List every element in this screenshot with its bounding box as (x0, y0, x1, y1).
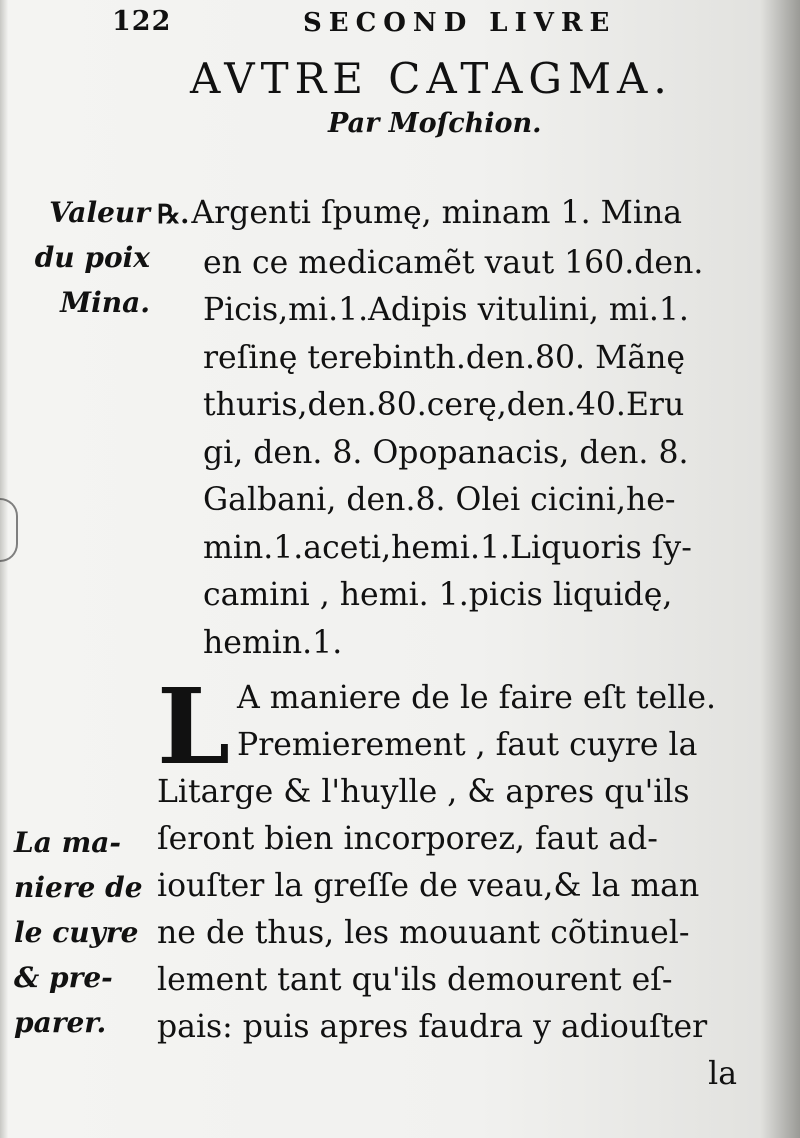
body-line: A maniere de le faire eſt telle. (237, 680, 716, 716)
body-line: iouſter la greſſe de veau,& la man (157, 868, 700, 904)
margin-note-valeur (20, 190, 150, 325)
body-line: ſeront bien incorporez, faut ad- (157, 821, 658, 857)
margin-note-line: Valeur (49, 196, 150, 229)
body-line: Premierement , faut cuyre la (237, 727, 698, 763)
recipe-line: Galbani, den.8. Olei cicini,he- (203, 482, 676, 518)
margin-note-maniere (14, 820, 146, 1045)
recipe-line: min.1.aceti,hemi.1.Liquoris ſy- (203, 529, 692, 566)
body-paragraph (157, 665, 757, 1098)
running-head: SECOND LIVRE (303, 8, 617, 38)
recipe-symbol: ℞. (157, 200, 190, 230)
recipe-line (157, 190, 757, 240)
recipe-line: en ce medicamẽt vaut 160.den. (203, 244, 704, 281)
body-line-catchword: la (708, 1056, 737, 1092)
page-number: 122 (112, 6, 172, 37)
body-line: Litarge & l'huylle , & apres qu'ils (157, 774, 690, 810)
body-line: ne de thus, les mouuant cõtinuel- (157, 915, 690, 951)
bleed-through-mark (0, 498, 18, 562)
section-title: AVTRE CATAGMA. (190, 54, 673, 103)
margin-note-line: & pre- (14, 961, 113, 994)
recipe-line: Picis,mi.1.Adipis vitulini, mi.1. (203, 292, 689, 328)
margin-note-line: niere de (14, 871, 143, 904)
recipe-line: thuris,den.80.cerę,den.40.Eru (203, 387, 685, 423)
section-author: Par Moſchion. (328, 108, 542, 139)
body-line: pais: puis apres faudra y adiouſter (157, 1009, 708, 1045)
recipe-line: reſinę terebinth.den.80. Mãnę (203, 339, 686, 376)
margin-note-line: du poix (34, 241, 150, 274)
recipe-line: camini , hemi. 1.picis liquidę, (203, 577, 673, 613)
body-line: lement tant qu'ils demourent eſ- (157, 962, 673, 998)
margin-note-line: La ma- (14, 826, 121, 859)
recipe-block (157, 190, 757, 667)
page-header (0, 6, 800, 46)
margin-note-line: parer. (14, 1006, 107, 1039)
margin-note-line: le cuyre (14, 916, 139, 949)
recipe-line-text: Argenti ſpumę, minam 1. Mina (191, 195, 683, 231)
recipe-line: gi, den. 8. Opopanacis, den. 8. (203, 434, 689, 471)
recipe-line: hemin.1. (203, 624, 343, 661)
drop-capital: L (157, 665, 231, 788)
margin-note-line: Mina. (60, 286, 150, 319)
